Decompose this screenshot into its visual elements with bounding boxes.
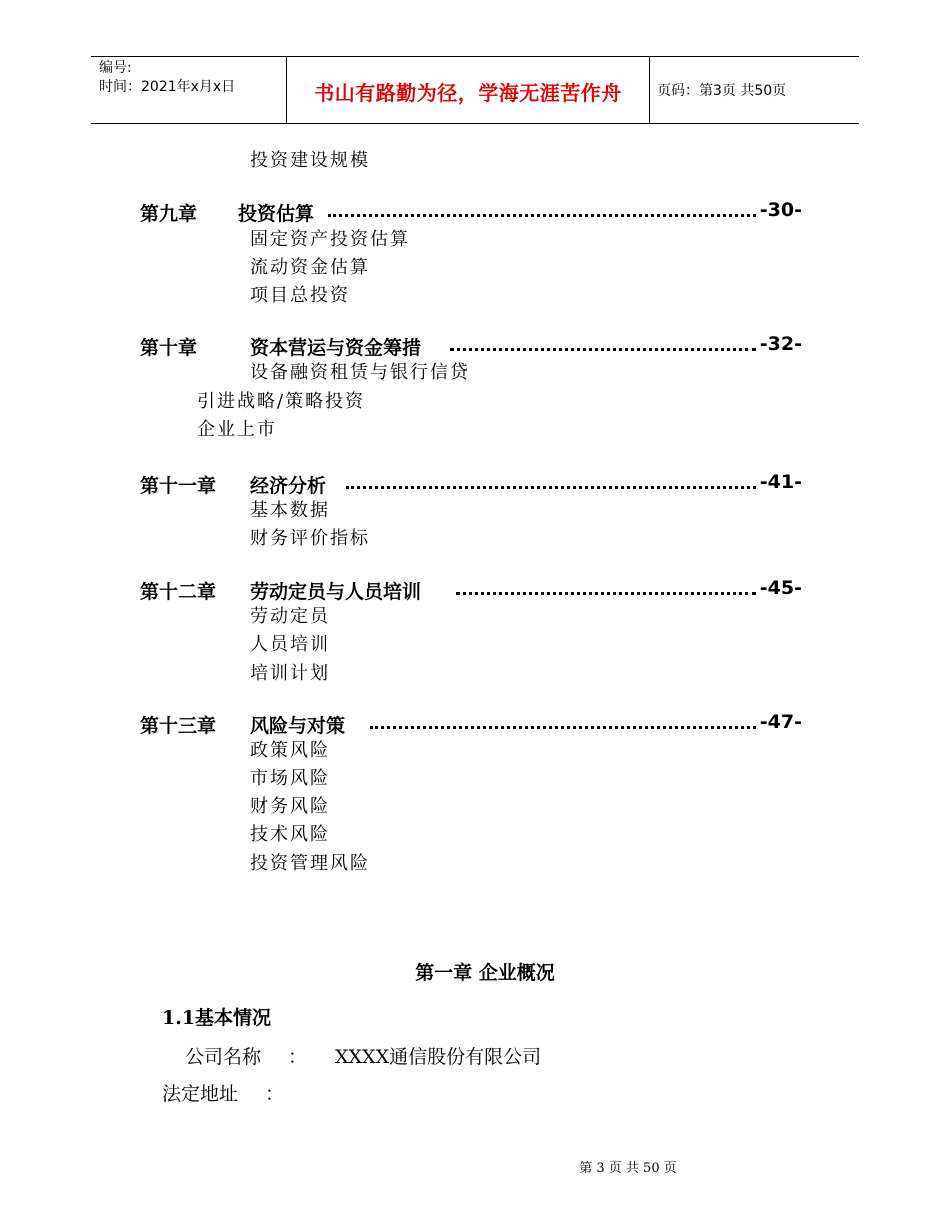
toc-leader-dots <box>346 486 756 489</box>
toc-chapter-12[interactable] <box>140 577 802 603</box>
toc-chapter-title: 投资估算 <box>238 199 318 226</box>
toc-page-number: -45- <box>759 577 802 599</box>
toc-subitem[interactable]: 技术风险 <box>250 824 330 845</box>
header-meta <box>99 59 235 97</box>
header-divider <box>649 57 650 123</box>
header-page-info: 页码：第3页 共50页 <box>657 83 787 99</box>
toc-chapter-title: 劳动定员与人员培训 <box>250 577 425 604</box>
document-number-label: 编号: <box>99 60 132 76</box>
document-time-label: 时间：2021年x月x日 <box>99 79 236 95</box>
toc-leader-dots <box>370 726 756 729</box>
toc-subitem[interactable]: 市场风险 <box>250 768 330 789</box>
toc-leader-dots <box>456 592 756 595</box>
legal-address-label: 法定地址 <box>162 1083 239 1105</box>
toc-chapter-10[interactable] <box>140 333 802 359</box>
toc-subitem[interactable]: 设备融资租赁与银行信贷 <box>250 362 470 383</box>
toc-chapter-11[interactable] <box>140 471 802 497</box>
chapter-heading: 第一章 企业概况 <box>415 962 555 984</box>
legal-address-colon: ： <box>265 1083 285 1105</box>
toc-chapter-title: 风险与对策 <box>250 711 349 738</box>
toc-page-number: -41- <box>759 471 802 493</box>
toc-subitem[interactable]: 人员培训 <box>250 634 330 655</box>
toc-subitem[interactable]: 固定资产投资估算 <box>250 229 410 250</box>
company-name-colon: ： <box>288 1046 308 1068</box>
toc-subitem[interactable]: 基本数据 <box>250 500 330 521</box>
toc-subitem[interactable]: 投资建设规模 <box>250 150 370 171</box>
toc-chapter-13[interactable] <box>140 711 802 737</box>
section-heading: 1.1基本情况 <box>162 1007 272 1029</box>
toc-page-number: -30- <box>759 199 802 221</box>
toc-leader-dots <box>450 348 756 351</box>
toc-subitem[interactable]: 政策风险 <box>250 740 330 761</box>
page-footer: 第 3 页 共 50 页 <box>579 1161 677 1176</box>
toc-chapter-number: 第十三章 <box>140 715 217 737</box>
company-name-label: 公司名称 <box>185 1046 262 1068</box>
toc-page-number: -47- <box>759 711 802 733</box>
toc-subitem[interactable]: 流动资金估算 <box>250 257 370 278</box>
toc-subitem[interactable]: 劳动定员 <box>250 606 330 627</box>
toc-chapter-number: 第十章 <box>140 337 198 359</box>
toc-subitem[interactable]: 财务风险 <box>250 796 330 817</box>
toc-chapter-number: 第十一章 <box>140 475 217 497</box>
toc-chapter-number: 第十二章 <box>140 581 217 603</box>
toc-subitem[interactable]: 引进战略/策略投资 <box>197 391 366 412</box>
header-motto: 书山有路勤为径，学海无涯苦作舟 <box>314 81 622 105</box>
toc-subitem[interactable]: 项目总投资 <box>250 285 350 306</box>
toc-chapter-number: 第九章 <box>140 203 198 225</box>
toc-chapter-title: 资本营运与资金筹措 <box>250 333 425 360</box>
toc-subitem[interactable]: 企业上市 <box>197 419 277 440</box>
page-header <box>91 56 859 124</box>
toc-chapter-9[interactable] <box>140 199 802 225</box>
toc-subitem[interactable]: 财务评价指标 <box>250 528 370 549</box>
toc-page-number: -32- <box>759 333 802 355</box>
company-name-value: XXXX通信股份有限公司 <box>335 1046 542 1068</box>
toc-chapter-title: 经济分析 <box>250 471 330 498</box>
toc-leader-dots <box>328 214 756 217</box>
toc-subitem[interactable]: 培训计划 <box>250 663 330 684</box>
toc-subitem[interactable]: 投资管理风险 <box>250 853 370 874</box>
